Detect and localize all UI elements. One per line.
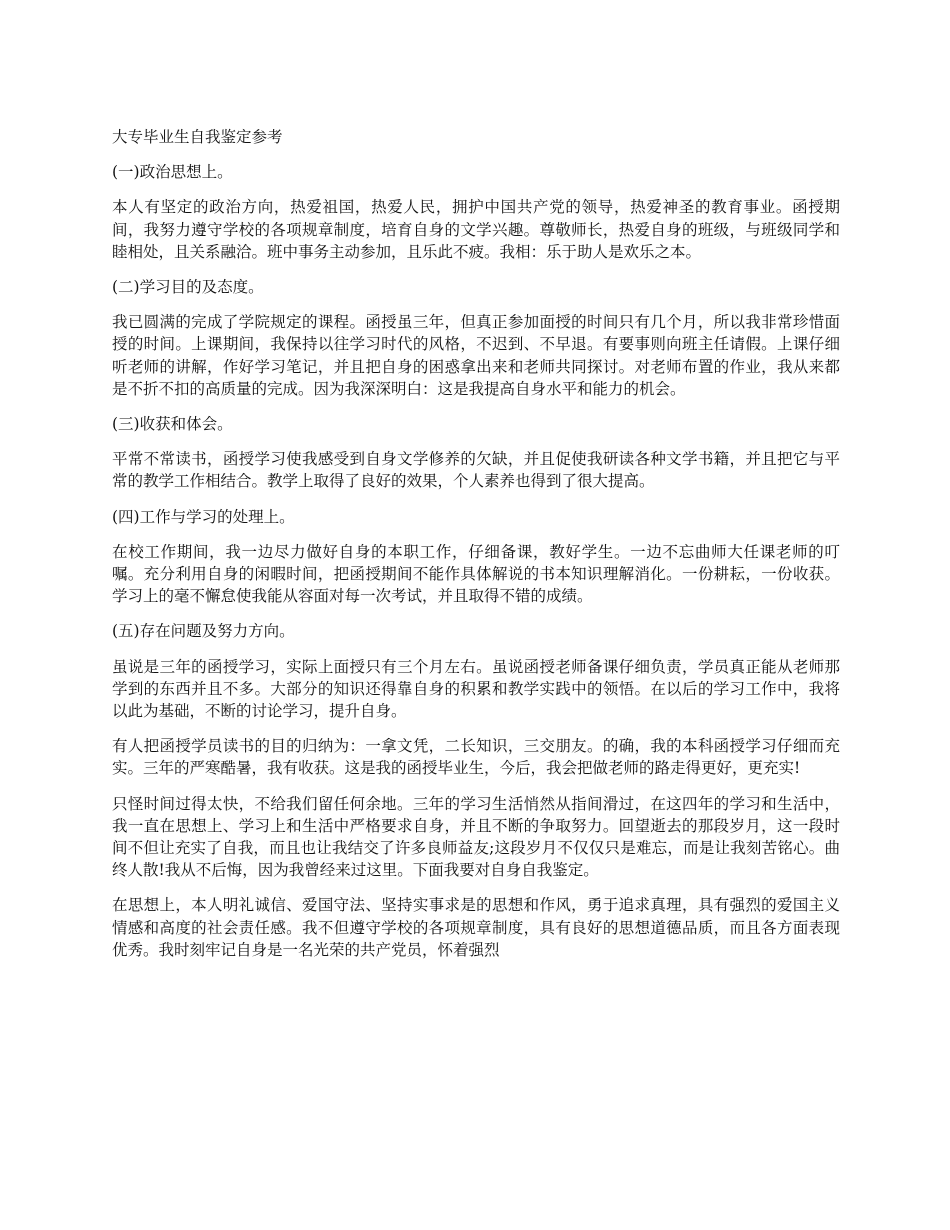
section-body-problems: 虽说是三年的函授学习，实际上面授只有三个月左右。虽说函授老师备课仔细负责，学员真正能从老师那学到的东西并且不多。大部分的知识还得靠自身的积累和教学实践中的领悟。在以后的学习工作中，我将以此为基础，不断的讨论学习，提升自身。 [112,657,840,721]
section-body-gains: 平常不常读书，函授学习使我感受到自身文学修养的欠缺，并且促使我研读各种文学书籍，并且把它与平常的教学工作相结合。教学上取得了良好的效果，个人素养也得到了很大提高。 [112,450,840,491]
document-page [112,126,840,974]
section-heading-gains: (三)收获和体会。 [112,415,233,434]
closing-paragraph-2: 只怪时间过得太快，不给我们留任何余地。三年的学习生活悄然从指间滑过，在这四年的学习和生活中，我一直在思想上、学习上和生活中严格要求自身，并且不断的争取努力。回望逝去的那段岁月，这一段时间不但让充实了自我，而且也让我结交了许多良师益友;这段岁月不仅仅只是难忘，而是让我刻苦铭心。曲终人散!我从不后悔，因为我曾经来过这里。下面我要对自身自我鉴定。 [112,794,840,880]
closing-paragraph-3: 在思想上，本人明礼诚信、爱国守法、坚持实事求是的思想和作风，勇于追求真理，具有强烈的爱国主义情感和高度的社会责任感。我不但遵守学校的各项规章制度，具有良好的思想道德品质，而且各方面表现优秀。我时刻牢记自身是一名光荣的共产党员，怀着强烈 [112,896,840,959]
section-body-study-attitude: 我已圆满的完成了学院规定的课程。函授虽三年，但真正参加面授的时间只有几个月，所以我非常珍惜面授的时间。上课期间，我保持以往学习时代的风格，不迟到、不早退。有要事则向班主任请假。上课仔细听老师的讲解，作好学习笔记，并且把自身的困惑拿出来和老师共同探讨。对老师布置的作业，我从来都是不折不扣的高质量的完成。因为我深深明白：这是我提高自身水平和能力的机会。 [112,313,840,398]
section-body-politics: 本人有坚定的政治方向，热爱祖国，热爱人民，拥护中国共产党的领导，热爱神圣的教育事业。函授期间，我努力遵守学校的各项规章制度，培育自身的文学兴趣。尊敬师长，热爱自身的班级，与班级同学和睦相处，且关系融洽。班中事务主动参加，且乐此不疲。我相：乐于助人是欢乐之本。 [112,198,840,261]
section-heading-study-attitude: (二)学习目的及态度。 [112,278,264,297]
section-heading-politics: (一)政治思想上。 [112,163,233,182]
section-heading-problems: (五)存在问题及努力方向。 [112,622,295,641]
document-title: 大专毕业生自我鉴定参考 [112,128,283,146]
section-body-work-study: 在校工作期间，我一边尽力做好自身的本职工作，仔细备课，教好学生。一边不忘曲师大任课老师的叮嘱。充分利用自身的闲暇时间，把函授期间不能作具体解说的书本知识理解消化。一份耕耘，一份收获。学习上的毫不懈怠使我能从容面对每一次考试，并且取得不错的成绩。 [112,542,840,606]
closing-paragraph-1: 有人把函授学员读书的目的归纳为：一拿文凭，二长知识，三交朋友。的确，我的本科函授学习仔细而充实。三年的严寒酷暑，我有收获。这是我的函授毕业生，今后，我会把做老师的路走得更好，更充实! [112,737,840,778]
section-heading-work-study: (四)工作与学习的处理上。 [112,507,295,526]
